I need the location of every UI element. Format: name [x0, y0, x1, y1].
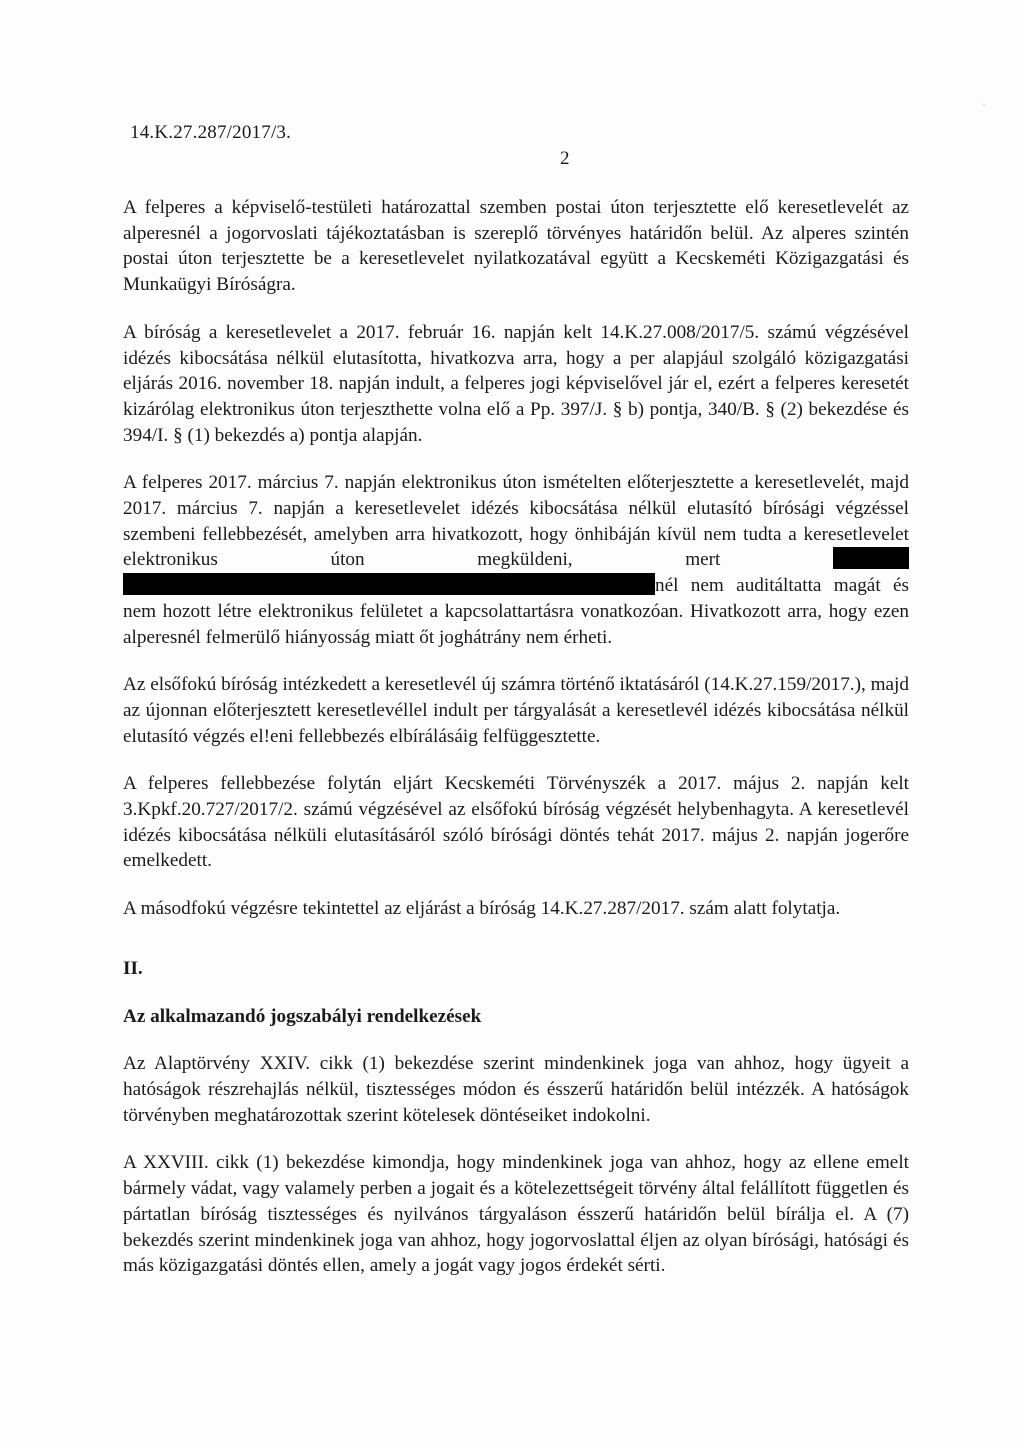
page-number: 2 [560, 148, 570, 169]
paragraph-first-rejection: A bíróság a keresetlevelet a 2017. február 16. napján kelt 14.K.27.008/2017/5. számú végzésével idézés kibocsátása nélkül elutasította, hivatkozva arra, hogy a per alapjául szolgáló közigazgatási eljárás 2016. november 18. napján indult, a felperes jogi képviselővel jár el, ezért a felperes keresetét kizárólag elektronikus úton terjeszthette volna elő a Pp. 397/J. § b) pontja, 340/B. § (2) bekezdése és 394/I. § (1) bekezdés a) pontja alapján. [123, 321, 909, 446]
paragraph-continuation: A másodfokú végzésre tekintettel az eljárást a bíróság 14.K.27.287/2017. szám alatt folytatja. [123, 898, 841, 920]
paragraph-appeal-decision: A felperes fellebbezése folytán eljárt Kecskeméti Törvényszék a 2017. május 2. napján kelt 3.Kpkf.20.727/2017/2. számú végzésével az elsőfokú bíróság végzését helybenhagyta. A keresetlevél idézés kibocsátása nélküli elutasításáról szóló bírósági döntés tehát 2017. május 2. napján jogerőre emelkedett. [123, 773, 909, 872]
case-number: 14.K.27.287/2017/3. [130, 122, 292, 143]
paragraph-resubmission [123, 470, 909, 650]
redaction-block [123, 573, 655, 595]
paragraph-fundamental-law-xxiv: Az Alaptörvény XXIV. cikk (1) bekezdése szerint mindenkinek joga van ahhoz, hogy ügyeit a hatóságok részrehajlás nélkül, tisztességes módon és ésszerű határidőn belül intézzék. A hatóságok törvényben meghatározottak szerint kötelesek döntéseiket indokolni. [123, 1053, 909, 1126]
document-body [123, 195, 909, 1279]
scan-speck: ˎ [982, 92, 986, 106]
paragraph-filing: A felperes a képviselő-testületi határozattal szemben postai úton terjesztette elő keresetlevelét az alperesnél a jogorvoslati tájékoztatásban is szereplő törvényes határidőn belül. Az alperes szintén postai úton terjesztette be a keresetlevelet nyilatkozatával együtt a Kecskeméti Közigazgatási és Munkaügyi Bíróságra. [123, 197, 909, 296]
paragraph-resubmission-text-2: nél nem auditáltatta magát és nem hozott létre elektronikus felületet a kapcsolattartásra vonatkozóan. Hivatkozott arra, hogy ezen alperesnél felmerülő hiányosság miatt őt joghátrány nem érheti. [123, 575, 909, 648]
section-title: Az alkalmazandó jogszabályi rendelkezések [123, 1005, 482, 1027]
paragraph-resubmission-text-1: A felperes 2017. március 7. napján elektronikus úton ismételten előterjesztette a keresetlevelét, majd 2017. március 7. napján a keresetlevelet idézés kibocsátása nélkül elutasító bírósági végzéssel szembeni fellebbezését, amelyben arra hivatkozott, hogy önhibáján kívül nem tudta a keresetlevelet elektronikus úton megküldeni, mert [123, 472, 909, 571]
paragraph-registration: Az elsőfokú bíróság intézkedett a keresetlevél új számra történő iktatásáról (14.K.27.159/2017.), majd az újonnan előterjesztett keresetlevéllel indult per tárgyalását a keresetlevél idézés kibocsátása nélkül elutasító végzés el!eni fellebbezés elbírálásáig felfüggesztette. [123, 674, 909, 747]
paragraph-fundamental-law-xxviii: A XXVIII. cikk (1) bekezdése kimondja, hogy mindenkinek joga van ahhoz, hogy az ellene emelt bármely vádat, vagy valamely perben a jogait és a kötelezettségeit törvény által felállított független és pártatlan bíróság tisztességes és nyilvános tárgyaláson ésszerű határidőn belül bírálja el. A (7) bekezdés szerint mindenkinek joga van ahhoz, hogy jogorvoslattal éljen az olyan bírósági, hatósági és más közigazgatási döntés ellen, amely a jogát vagy jogos érdekét sérti. [123, 1152, 909, 1277]
section-number: II. [123, 957, 143, 979]
redaction-block [833, 547, 909, 569]
